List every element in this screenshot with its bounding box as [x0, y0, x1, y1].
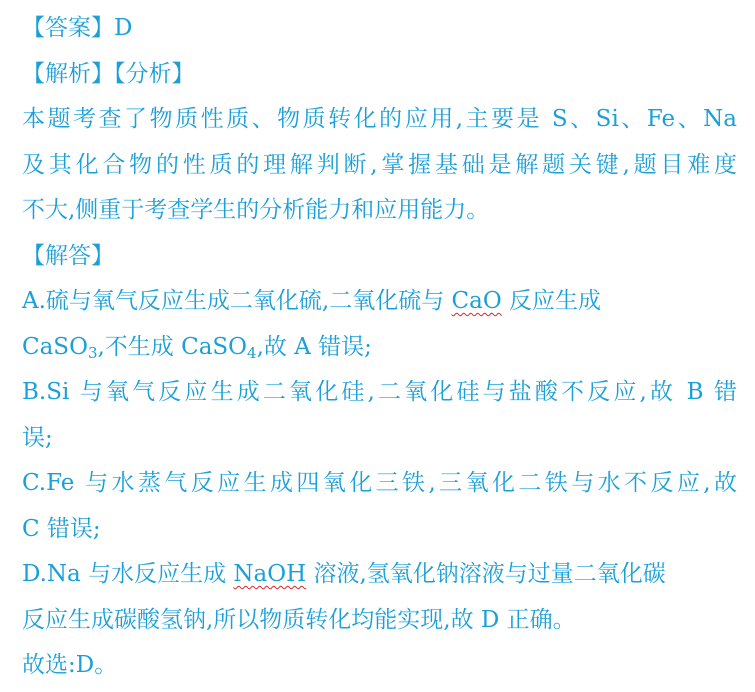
- answer-value: D: [114, 15, 133, 41]
- option-d-line-2: 反应生成碳酸氢钠,所以物质转化均能实现,故 D 正确。: [22, 606, 576, 633]
- analysis-header: [22, 52, 737, 98]
- fenxi-label: 【分析】: [114, 60, 195, 87]
- analysis-text-line-1: 本题考查了物质性质、物质转化的应用,主要是 S、Si、Fe、Na: [22, 106, 737, 132]
- option-a-line-2: [22, 325, 737, 371]
- option-a-text-end: 反应生成: [501, 288, 602, 314]
- option-d-text: D.Na 与水反应生成: [22, 561, 234, 587]
- solution-header: 【解答】: [22, 242, 114, 269]
- option-a-verdict: ,故 A 错误;: [256, 333, 372, 360]
- caso3-subscript: 3: [87, 343, 98, 362]
- option-a-line-1: [22, 279, 737, 325]
- option-b-line-1: B.Si 与氧气反应生成二氧化硅,二氧化硅与盐酸不反应,故 B 错: [22, 379, 737, 405]
- analysis-text-line-2: 及其化合物的性质的理解判断,掌握基础是解题关键,题目难度: [22, 151, 737, 178]
- caso4-text: ,不生成 CaSO: [97, 333, 248, 360]
- option-c-line-2: C 错误;: [22, 515, 101, 542]
- cao-formula: CaO: [451, 288, 502, 314]
- option-a-text: A.硫与氧气反应生成二氧化硫,二氧化硫与: [22, 288, 452, 314]
- analysis-label: 【解析】: [22, 60, 114, 87]
- option-c-line-1: C.Fe 与水蒸气反应生成四氧化三铁,三氧化二铁与水不反应,故: [22, 470, 737, 496]
- caso3-formula: CaSO: [22, 333, 88, 360]
- answer-label: 【答案】: [22, 15, 114, 41]
- option-d-text-end: 溶液,氢氧化钠溶液与过量二氧化碳: [306, 561, 666, 587]
- analysis-text-line-3: 不大,侧重于考查学生的分析能力和应用能力。: [22, 197, 490, 223]
- caso4-subscript: 4: [247, 343, 257, 362]
- option-b-line-2: 误;: [22, 424, 53, 451]
- naoh-formula: NaOH: [233, 561, 307, 587]
- conclusion-line: 故选:D。: [22, 652, 118, 678]
- answer-line: [22, 6, 737, 52]
- option-d-line-1: [22, 552, 737, 598]
